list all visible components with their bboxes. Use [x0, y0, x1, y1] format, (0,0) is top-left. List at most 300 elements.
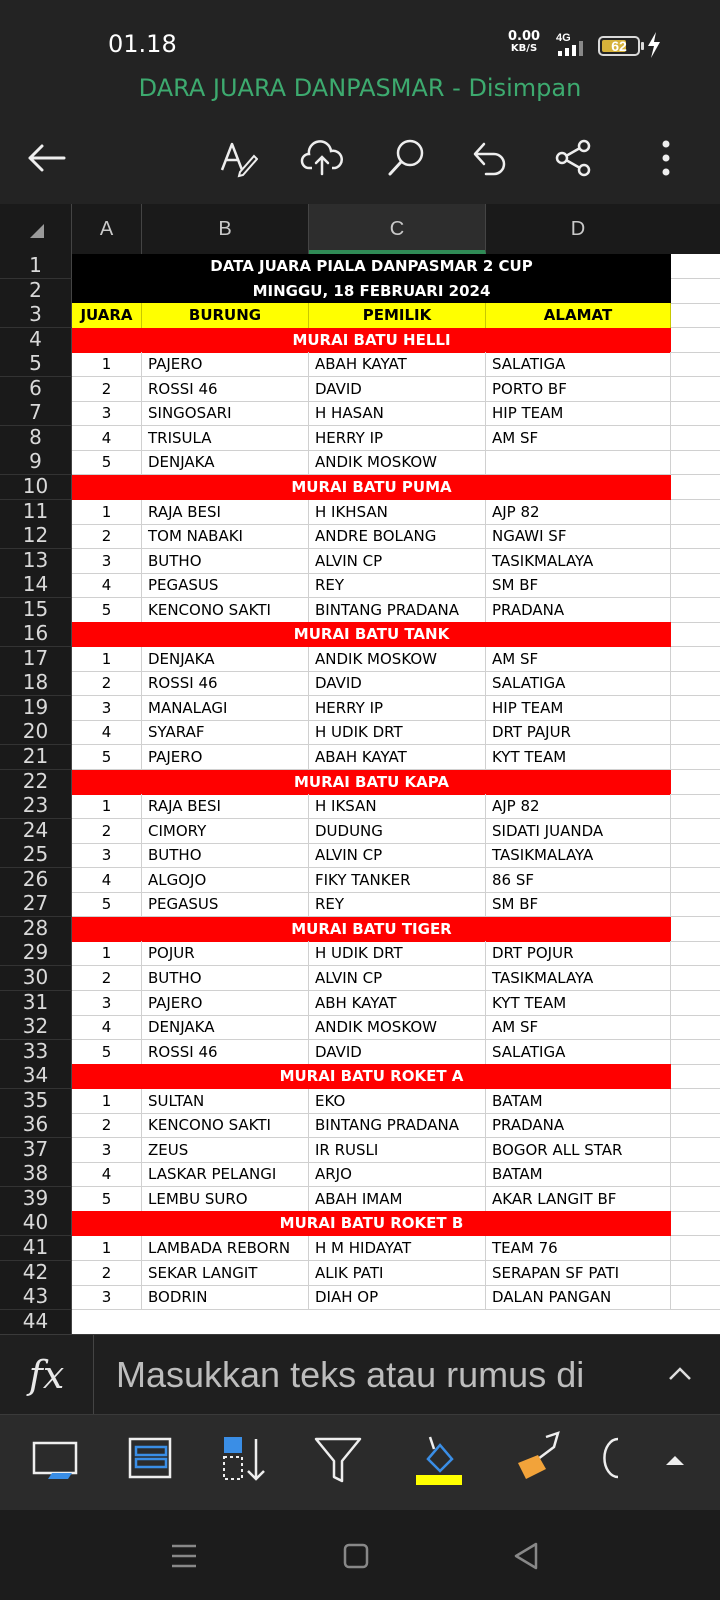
- cell-pemilik[interactable]: DIAH OP: [309, 1285, 486, 1310]
- empty-cell[interactable]: [671, 720, 720, 745]
- cell-juara[interactable]: 5: [72, 450, 142, 475]
- cell-juara[interactable]: 2: [72, 377, 142, 402]
- cell-juara[interactable]: 2: [72, 1113, 142, 1138]
- back-triangle-icon[interactable]: [506, 1536, 546, 1576]
- row-header[interactable]: 40: [0, 1211, 72, 1236]
- cell-pemilik[interactable]: HERRY IP: [309, 426, 486, 451]
- row-header[interactable]: 25: [0, 843, 72, 868]
- row-header[interactable]: 34: [0, 1064, 72, 1089]
- cell-alamat[interactable]: AM SF: [486, 647, 671, 672]
- table-row: [0, 892, 720, 917]
- cell-pemilik[interactable]: IR RUSLI: [309, 1138, 486, 1163]
- table-row: [0, 647, 720, 672]
- row-header[interactable]: 31: [0, 991, 72, 1016]
- document-title: DARA JUARA DANPASMAR - Disimpan: [138, 74, 582, 102]
- cell-burung[interactable]: LAMBADA REBORN: [142, 1236, 309, 1261]
- cloud-upload-button[interactable]: [294, 130, 350, 186]
- row-header[interactable]: 7: [0, 401, 72, 426]
- cell-burung[interactable]: PAJERO: [142, 991, 309, 1016]
- row-header[interactable]: 21: [0, 745, 72, 770]
- column-header-c[interactable]: C: [309, 204, 486, 254]
- cell-pemilik[interactable]: DAVID: [309, 671, 486, 696]
- undo-icon: [470, 138, 510, 178]
- cell-burung[interactable]: POJUR: [142, 941, 309, 966]
- row-header[interactable]: 37: [0, 1138, 72, 1163]
- select-all-triangle-icon: [30, 224, 44, 238]
- table-row: [0, 794, 720, 819]
- cell-burung[interactable]: LEMBU SURO: [142, 1187, 309, 1212]
- cell-pemilik[interactable]: REY: [309, 573, 486, 598]
- cell-burung[interactable]: ALGOJO: [142, 868, 309, 893]
- table-row: [0, 868, 720, 893]
- empty-cell[interactable]: [671, 1236, 720, 1261]
- cell-burung[interactable]: TRISULA: [142, 426, 309, 451]
- cell-alamat[interactable]: HIP TEAM: [486, 401, 671, 426]
- empty-cell[interactable]: [671, 1113, 720, 1138]
- filter-icon[interactable]: [308, 1429, 368, 1489]
- row-header[interactable]: 15: [0, 598, 72, 623]
- empty-cell[interactable]: [671, 1138, 720, 1163]
- cell-alamat[interactable]: KYT TEAM: [486, 991, 671, 1016]
- cloud-upload-icon: [300, 140, 344, 176]
- net-speed: [508, 31, 540, 55]
- empty-cell[interactable]: [671, 966, 720, 991]
- row-header[interactable]: 28: [0, 917, 72, 942]
- table-row: [0, 426, 720, 451]
- empty-cell[interactable]: [671, 352, 720, 377]
- empty-cell[interactable]: [671, 647, 720, 672]
- cell-burung[interactable]: BUTHO: [142, 966, 309, 991]
- cell-burung[interactable]: RAJA BESI: [142, 500, 309, 525]
- cell-alamat[interactable]: BOGOR ALL STAR: [486, 1138, 671, 1163]
- cell-juara[interactable]: 4: [72, 720, 142, 745]
- cell-pemilik[interactable]: H UDIK DRT: [309, 720, 486, 745]
- cell-pemilik[interactable]: ANDRE BOLANG: [309, 524, 486, 549]
- cell-alamat[interactable]: TASIKMALAYA: [486, 966, 671, 991]
- network-type: 4G: [556, 32, 571, 44]
- cell-alamat[interactable]: AM SF: [486, 1015, 671, 1040]
- toolbar: [0, 130, 720, 190]
- row-header[interactable]: 14: [0, 573, 72, 598]
- empty-cell[interactable]: [671, 622, 720, 647]
- cell-juara[interactable]: 1: [72, 1089, 142, 1114]
- category-title[interactable]: MURAI BATU KAPA: [72, 770, 671, 795]
- cell-alamat[interactable]: SALATIGA: [486, 352, 671, 377]
- expand-toolbar-icon[interactable]: [650, 1429, 700, 1489]
- cell-pemilik[interactable]: FIKY TANKER: [309, 868, 486, 893]
- table-row: [0, 1187, 720, 1212]
- fill-color-icon[interactable]: [408, 1429, 468, 1489]
- cell-alamat[interactable]: 86 SF: [486, 868, 671, 893]
- cell-juara[interactable]: 4: [72, 426, 142, 451]
- category-title[interactable]: MURAI BATU PUMA: [72, 475, 671, 500]
- row-header[interactable]: 1: [0, 254, 72, 279]
- chevron-up-icon[interactable]: [660, 1359, 700, 1389]
- cell-burung[interactable]: SEKAR LANGIT: [142, 1261, 309, 1286]
- cell-burung[interactable]: ROSSI 46: [142, 377, 309, 402]
- cell-juara[interactable]: 1: [72, 352, 142, 377]
- empty-cell[interactable]: [671, 819, 720, 844]
- row-header[interactable]: 16: [0, 622, 72, 647]
- cell-juara[interactable]: 4: [72, 573, 142, 598]
- cell-burung[interactable]: DENJAKA: [142, 450, 309, 475]
- cell-burung[interactable]: KENCONO SAKTI: [142, 598, 309, 623]
- empty-cell[interactable]: [671, 500, 720, 525]
- cell-pemilik[interactable]: DAVID: [309, 1040, 486, 1065]
- cell-juara[interactable]: 4: [72, 1015, 142, 1040]
- cell-pemilik[interactable]: DUDUNG: [309, 819, 486, 844]
- empty-cell[interactable]: [671, 450, 720, 475]
- row-header[interactable]: 9: [0, 450, 72, 475]
- cell-alamat[interactable]: AJP 82: [486, 500, 671, 525]
- empty-cell[interactable]: [671, 1040, 720, 1065]
- empty-cell[interactable]: [671, 1187, 720, 1212]
- cell-juara[interactable]: 3: [72, 991, 142, 1016]
- category-row: [0, 475, 720, 500]
- cell-juara[interactable]: 4: [72, 1162, 142, 1187]
- row-header[interactable]: 5: [0, 352, 72, 377]
- table-row: [0, 941, 720, 966]
- row-header[interactable]: 42: [0, 1261, 72, 1286]
- cell-pemilik[interactable]: BINTANG PRADANA: [309, 1113, 486, 1138]
- cell-alamat[interactable]: HIP TEAM: [486, 696, 671, 721]
- cell-alamat[interactable]: PORTO BF: [486, 377, 671, 402]
- cell-juara[interactable]: 1: [72, 941, 142, 966]
- column-header-b[interactable]: B: [142, 204, 309, 254]
- header-alamat[interactable]: ALAMAT: [486, 303, 671, 328]
- cell-burung[interactable]: ZEUS: [142, 1138, 309, 1163]
- cell-burung[interactable]: PAJERO: [142, 745, 309, 770]
- empty-cell[interactable]: [671, 549, 720, 574]
- row-header[interactable]: 24: [0, 819, 72, 844]
- row-header[interactable]: 17: [0, 647, 72, 672]
- empty-cell[interactable]: [671, 328, 720, 353]
- empty-cell[interactable]: [671, 254, 720, 279]
- category-row: [0, 328, 720, 353]
- share-button[interactable]: [546, 130, 602, 186]
- empty-cell[interactable]: [671, 303, 720, 328]
- row-header[interactable]: 19: [0, 696, 72, 721]
- more-vertical-icon: [660, 140, 672, 176]
- empty-cell[interactable]: [671, 917, 720, 942]
- cell-pemilik[interactable]: ANDIK MOSKOW: [309, 450, 486, 475]
- cell-juara[interactable]: 1: [72, 794, 142, 819]
- row-header[interactable]: 22: [0, 770, 72, 795]
- cell-juara[interactable]: 2: [72, 671, 142, 696]
- cell-alamat[interactable]: PRADANA: [486, 1113, 671, 1138]
- cell-burung[interactable]: SULTAN: [142, 1089, 309, 1114]
- table-row: [0, 696, 720, 721]
- sort-icon[interactable]: [214, 1429, 274, 1489]
- cell-alamat[interactable]: BATAM: [486, 1089, 671, 1114]
- cell-pemilik[interactable]: H M HIDAYAT: [309, 1236, 486, 1261]
- spreadsheet-grid[interactable]: [0, 204, 720, 1334]
- more-options-button[interactable]: [638, 130, 694, 186]
- cell-pemilik[interactable]: H IKHSAN: [309, 500, 486, 525]
- cell-alamat[interactable]: DALAN PANGAN: [486, 1285, 671, 1310]
- clear-format-brush-icon[interactable]: [508, 1429, 568, 1489]
- cell-burung[interactable]: LASKAR PELANGI: [142, 1162, 309, 1187]
- cell-pemilik[interactable]: ANDIK MOSKOW: [309, 647, 486, 672]
- back-button[interactable]: [18, 130, 74, 186]
- cell-burung[interactable]: PEGASUS: [142, 573, 309, 598]
- cell-juara[interactable]: 3: [72, 843, 142, 868]
- table-row: [0, 401, 720, 426]
- cell-alamat[interactable]: AM SF: [486, 426, 671, 451]
- cell-pemilik[interactable]: ABAH IMAM: [309, 1187, 486, 1212]
- header-burung[interactable]: BURUNG: [142, 303, 309, 328]
- row-header[interactable]: 12: [0, 524, 72, 549]
- battery-level: 62: [611, 38, 627, 54]
- row-header[interactable]: 30: [0, 966, 72, 991]
- row-header[interactable]: 6: [0, 377, 72, 402]
- cell-pemilik[interactable]: BINTANG PRADANA: [309, 598, 486, 623]
- cell-alamat[interactable]: [486, 450, 671, 475]
- cell-juara[interactable]: 2: [72, 819, 142, 844]
- cell-juara[interactable]: 1: [72, 1236, 142, 1261]
- cell-juara[interactable]: 2: [72, 524, 142, 549]
- empty-cell[interactable]: [671, 1015, 720, 1040]
- cell-juara[interactable]: 1: [72, 647, 142, 672]
- empty-cell[interactable]: [671, 377, 720, 402]
- cell-pemilik[interactable]: ALVIN CP: [309, 843, 486, 868]
- table-row: [0, 1138, 720, 1163]
- empty-cell[interactable]: [671, 868, 720, 893]
- row-header[interactable]: 33: [0, 1040, 72, 1065]
- table-row: [0, 352, 720, 377]
- title-row: [0, 254, 720, 279]
- empty-cell[interactable]: [671, 426, 720, 451]
- table-row: [0, 549, 720, 574]
- cell-burung[interactable]: KENCONO SAKTI: [142, 1113, 309, 1138]
- sheet-title-line1[interactable]: DATA JUARA PIALA DANPASMAR 2 CUP: [72, 254, 671, 279]
- cell-juara[interactable]: 3: [72, 1285, 142, 1310]
- recents-menu-icon[interactable]: [164, 1536, 204, 1576]
- row-header[interactable]: 41: [0, 1236, 72, 1261]
- cell-burung[interactable]: BUTHO: [142, 549, 309, 574]
- empty-cell[interactable]: [671, 941, 720, 966]
- empty-cell[interactable]: [671, 1162, 720, 1187]
- format-table-icon[interactable]: [120, 1429, 180, 1489]
- table-row: [0, 671, 720, 696]
- empty-cell[interactable]: [671, 475, 720, 500]
- column-header-d[interactable]: D: [486, 204, 671, 254]
- empty-cell[interactable]: [671, 892, 720, 917]
- empty-cell[interactable]: [671, 1211, 720, 1236]
- cell-alamat[interactable]: DRT POJUR: [486, 941, 671, 966]
- empty-cell[interactable]: [671, 745, 720, 770]
- cell-juara[interactable]: 3: [72, 696, 142, 721]
- empty-cell[interactable]: [671, 573, 720, 598]
- sheet-title-line2[interactable]: MINGGU, 18 FEBRUARI 2024: [72, 279, 671, 304]
- row-header[interactable]: 32: [0, 1015, 72, 1040]
- cell-styles-icon[interactable]: [26, 1429, 86, 1489]
- cell-burung[interactable]: MANALAGI: [142, 696, 309, 721]
- cell-alamat[interactable]: AKAR LANGIT BF: [486, 1187, 671, 1212]
- row-header[interactable]: 39: [0, 1187, 72, 1212]
- table-row: [0, 524, 720, 549]
- cell-alamat[interactable]: TASIKMALAYA: [486, 549, 671, 574]
- cell-pemilik[interactable]: EKO: [309, 1089, 486, 1114]
- cell-pemilik[interactable]: DAVID: [309, 377, 486, 402]
- empty-cell[interactable]: [671, 598, 720, 623]
- table-row: [0, 819, 720, 844]
- row-header[interactable]: 38: [0, 1162, 72, 1187]
- more-tools-partial-icon[interactable]: [596, 1429, 626, 1489]
- row-header[interactable]: 13: [0, 549, 72, 574]
- header-juara[interactable]: JUARA: [72, 303, 142, 328]
- cell-juara[interactable]: 5: [72, 1187, 142, 1212]
- back-arrow-icon: [26, 143, 66, 173]
- category-title[interactable]: MURAI BATU ROKET A: [72, 1064, 671, 1089]
- cell-alamat[interactable]: SM BF: [486, 573, 671, 598]
- empty-cell[interactable]: [671, 279, 720, 304]
- cell-pemilik[interactable]: ANDIK MOSKOW: [309, 1015, 486, 1040]
- table-row: [0, 966, 720, 991]
- cell-alamat[interactable]: AJP 82: [486, 794, 671, 819]
- empty-cell[interactable]: [671, 794, 720, 819]
- cell-juara[interactable]: 1: [72, 500, 142, 525]
- cell-burung[interactable]: ROSSI 46: [142, 1040, 309, 1065]
- cell-juara[interactable]: 5: [72, 892, 142, 917]
- cell-juara[interactable]: 2: [72, 966, 142, 991]
- table-row: [0, 991, 720, 1016]
- cell-pemilik[interactable]: H UDIK DRT: [309, 941, 486, 966]
- row-header[interactable]: 20: [0, 720, 72, 745]
- empty-cell[interactable]: [671, 843, 720, 868]
- cell-juara[interactable]: 3: [72, 401, 142, 426]
- table-row: [0, 500, 720, 525]
- cell-alamat[interactable]: DRT PAJUR: [486, 720, 671, 745]
- cell-juara[interactable]: 5: [72, 1040, 142, 1065]
- category-title[interactable]: MURAI BATU TIGER: [72, 917, 671, 942]
- table-row: [0, 450, 720, 475]
- row-header[interactable]: 4: [0, 328, 72, 353]
- row-header[interactable]: 27: [0, 892, 72, 917]
- cell-alamat[interactable]: TASIKMALAYA: [486, 843, 671, 868]
- row-header[interactable]: 3: [0, 303, 72, 328]
- fx-label[interactable]: fx: [0, 1335, 94, 1415]
- row-header[interactable]: 23: [0, 794, 72, 819]
- row-header[interactable]: 36: [0, 1113, 72, 1138]
- row-header[interactable]: 11: [0, 500, 72, 525]
- cell-juara[interactable]: 4: [72, 868, 142, 893]
- cell-juara[interactable]: 2: [72, 1261, 142, 1286]
- header-pemilik[interactable]: PEMILIK: [309, 303, 486, 328]
- cell-alamat[interactable]: BATAM: [486, 1162, 671, 1187]
- empty-cell[interactable]: [671, 991, 720, 1016]
- cell-pemilik[interactable]: H HASAN: [309, 401, 486, 426]
- cell-pemilik[interactable]: REY: [309, 892, 486, 917]
- category-title[interactable]: MURAI BATU TANK: [72, 622, 671, 647]
- empty-cell[interactable]: [671, 1261, 720, 1286]
- column-header-a[interactable]: A: [72, 204, 142, 254]
- cell-burung[interactable]: ROSSI 46: [142, 671, 309, 696]
- cell-burung[interactable]: TOM NABAKI: [142, 524, 309, 549]
- cell-alamat[interactable]: KYT TEAM: [486, 745, 671, 770]
- empty-cell[interactable]: [671, 524, 720, 549]
- share-icon: [554, 138, 594, 178]
- cell-burung[interactable]: BODRIN: [142, 1285, 309, 1310]
- cell-alamat[interactable]: SIDATI JUANDA: [486, 819, 671, 844]
- cell-alamat[interactable]: SM BF: [486, 892, 671, 917]
- cell-pemilik[interactable]: ABAH KAYAT: [309, 745, 486, 770]
- cell-burung[interactable]: SINGOSARI: [142, 401, 309, 426]
- table-row: [0, 720, 720, 745]
- cell-juara[interactable]: 3: [72, 1138, 142, 1163]
- empty-cell[interactable]: [671, 1089, 720, 1114]
- empty-cell[interactable]: [671, 401, 720, 426]
- row-header[interactable]: 2: [0, 279, 72, 304]
- cell-pemilik[interactable]: H IKSAN: [309, 794, 486, 819]
- cell-pemilik[interactable]: ABAH KAYAT: [309, 352, 486, 377]
- category-title[interactable]: MURAI BATU ROKET B: [72, 1211, 671, 1236]
- cell-pemilik[interactable]: ALVIN CP: [309, 549, 486, 574]
- search-button[interactable]: [378, 130, 434, 186]
- text-format-button[interactable]: [210, 130, 266, 186]
- cell-burung[interactable]: BUTHO: [142, 843, 309, 868]
- cell-juara[interactable]: 5: [72, 745, 142, 770]
- row-header[interactable]: 26: [0, 868, 72, 893]
- cell-pemilik[interactable]: ALIK PATI: [309, 1261, 486, 1286]
- category-row: [0, 1064, 720, 1089]
- cell-burung[interactable]: PAJERO: [142, 352, 309, 377]
- empty-cell[interactable]: [671, 671, 720, 696]
- cell-juara[interactable]: 5: [72, 598, 142, 623]
- cell-pemilik[interactable]: HERRY IP: [309, 696, 486, 721]
- cell-alamat[interactable]: SERAPAN SF PATI: [486, 1261, 671, 1286]
- cell-juara[interactable]: 3: [72, 549, 142, 574]
- row-header[interactable]: 8: [0, 426, 72, 451]
- empty-cell[interactable]: [671, 696, 720, 721]
- cell-alamat[interactable]: TEAM 76: [486, 1236, 671, 1261]
- cell-alamat[interactable]: NGAWI SF: [486, 524, 671, 549]
- table-row: [0, 598, 720, 623]
- row-header[interactable]: 29: [0, 941, 72, 966]
- category-title[interactable]: MURAI BATU HELLI: [72, 328, 671, 353]
- home-icon[interactable]: [336, 1536, 376, 1576]
- cell-burung[interactable]: DENJAKA: [142, 1015, 309, 1040]
- table-row: [0, 1040, 720, 1065]
- empty-cell[interactable]: [671, 770, 720, 795]
- column-header-e[interactable]: [670, 204, 720, 254]
- formula-input[interactable]: Masukkan teks atau rumus di: [116, 1354, 585, 1395]
- cell-alamat[interactable]: SALATIGA: [486, 671, 671, 696]
- row-header[interactable]: 44: [0, 1310, 72, 1334]
- cell-alamat[interactable]: SALATIGA: [486, 1040, 671, 1065]
- cell-burung[interactable]: PEGASUS: [142, 892, 309, 917]
- category-row: [0, 622, 720, 647]
- cell-alamat[interactable]: PRADANA: [486, 598, 671, 623]
- cell-burung[interactable]: SYARAF: [142, 720, 309, 745]
- cell-pemilik[interactable]: ABH KAYAT: [309, 991, 486, 1016]
- cell-pemilik[interactable]: ALVIN CP: [309, 966, 486, 991]
- empty-cell[interactable]: [671, 1285, 720, 1310]
- empty-cell[interactable]: [671, 1064, 720, 1089]
- cell-burung[interactable]: DENJAKA: [142, 647, 309, 672]
- table-row: [0, 1261, 720, 1286]
- select-all-corner[interactable]: [0, 204, 72, 254]
- row-header[interactable]: 18: [0, 671, 72, 696]
- cell-burung[interactable]: CIMORY: [142, 819, 309, 844]
- row-header[interactable]: 43: [0, 1285, 72, 1310]
- cell-burung[interactable]: RAJA BESI: [142, 794, 309, 819]
- cell-pemilik[interactable]: ARJO: [309, 1162, 486, 1187]
- undo-button[interactable]: [462, 130, 518, 186]
- row-header[interactable]: 35: [0, 1089, 72, 1114]
- row-header[interactable]: 10: [0, 475, 72, 500]
- table-row: [0, 1162, 720, 1187]
